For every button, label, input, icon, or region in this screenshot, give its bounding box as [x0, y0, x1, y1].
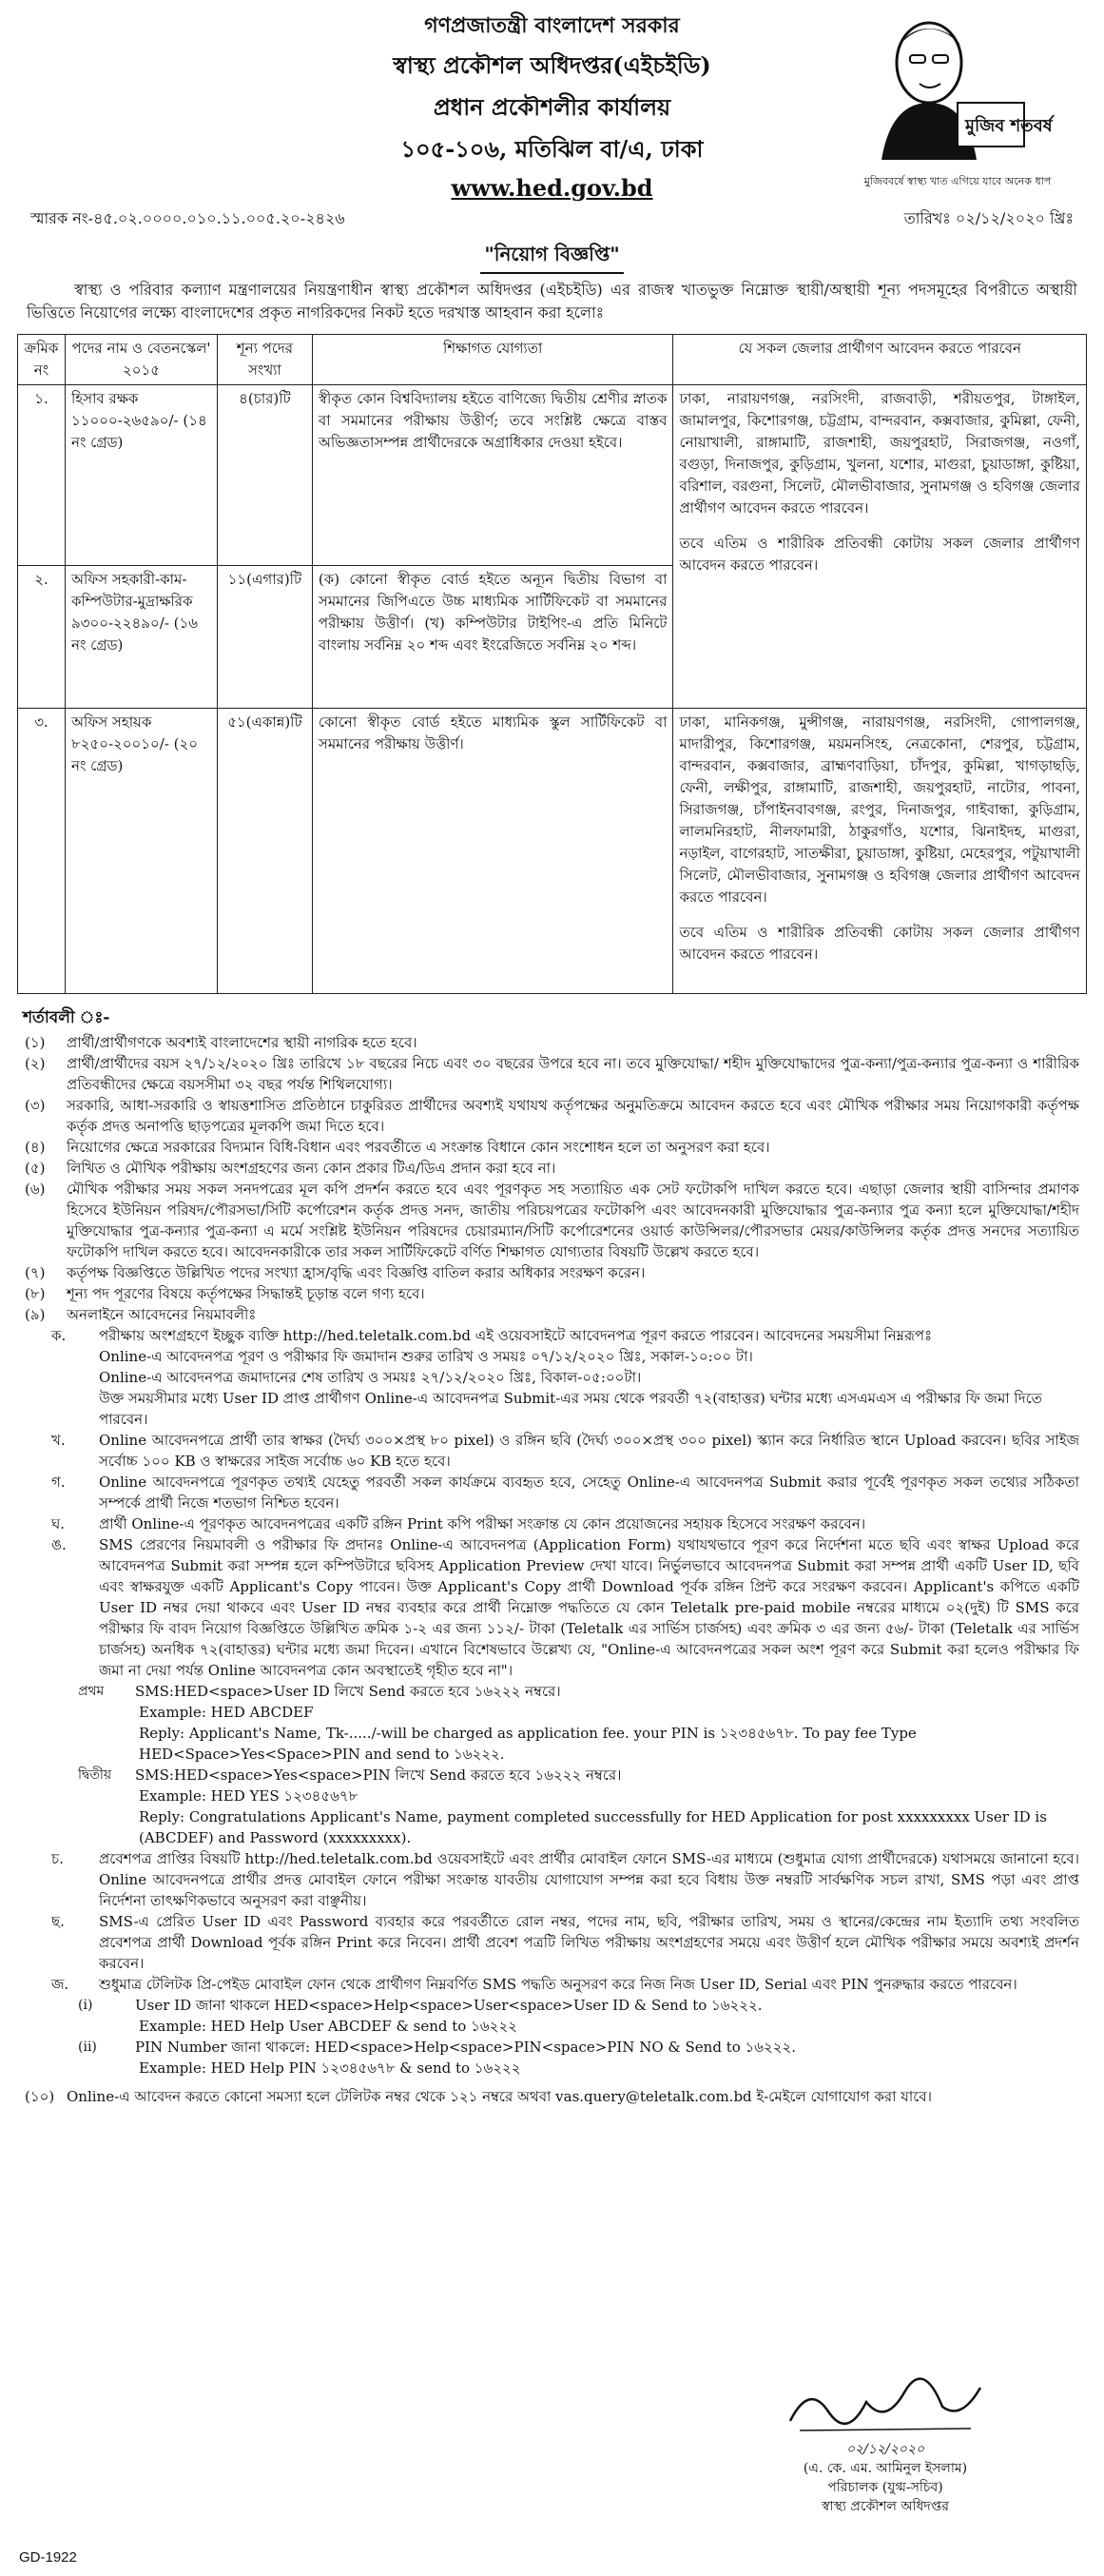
list-item: (৪) নিয়োগের ক্ষেত্রে সরকারের বিদ্যমান বিধি-বিধান এবং পরবর্তীতে এ সংক্রান্ত বিধানে কোন সংশোধন হলে তা অনুসরণ করা হবে। — [25, 1139, 770, 1156]
online-item-uma: ঙ. SMS প্রেরণের নিয়মাবলী ও পরীক্ষার ফি প্রদানঃ Online-এ আবেদনপত্র (Application Form) যথাযথভাবে পূরণ করে নির্দেশনা মতে ছবি এবং স্বাক্ষর Upload করে আবেদনপত্র Submit করা সম্পন্ন হলে কম্পিউটারে ছবিসহ Application Preview দেখা যাবে। নির্ভুলভাবে আবেদনপত্র Submit করা সম্পন্ন প্রার্থী একটি User ID, ছবি এবং স্বাক্ষরযুক্ত একটি Applicant's Copy পাবেন। উক্ত Applicant's Copy প্রার্থী Download পূর্বক রঙ্গিন প্রিন্ট করে সংরক্ষণ করবেন। Applicant's কপিতে একটি User ID নম্বর দেয়া থাকবে এবং User ID নম্বর ব্যবহার করে প্রার্থী নিম্নোক্ত পদ্ধতিতে যে কোন Teletalk pre-paid mobile নম্বরের মাধ্যমে ০২(দুই) টি SMS করে পরীক্ষার ফি বাবদ নিয়োগ বিজ্ঞপ্তিতে উল্লিখিত ক্রমিক ১-২ এর জন্য ১১২/- টাকা (Teletalk এর সার্ভিস চার্জসহ) এবং ক্রমিক ৩ এর জন্য ৫৬/- টাকা (Teletalk এর সার্ভিস চার্জসহ) অনধিক ৭২(বাহাত্তর) ঘন্টার মধ্যে জমা দিবেন। এখানে বিশেষভাবে উল্লেখ্য যে, "Online-এ আবেদনপত্রের সকল অংশ পূরণ করে Submit করা হলেও পরীক্ষার ফি জমা না দেয়া পর্যন্ত Online আবেদনপত্র কোন অবস্থাতেই গৃহীত হবে না"। — [51, 1536, 1079, 1679]
list-item: (৬) মৌখিক পরীক্ষার সময় সকল সনদপত্রের মূল কপি প্রদর্শন করতে হবে এবং পূরণকৃত সহ সত্যায়িত এক সেট ফটোকপি দাখিল করতে হবে। এছাড়া জেলার স্থায়ী বাসিন্দার প্রমাণক হিসেবে ইউনিয়ন পরিষদ/পৌরসভা/সিটি কর্পোরেশন কর্তৃক প্রদত্ত সনদ, জাতীয় পরিচয়পত্রের ফটোকপি এবং আবেদনকারী মুক্তিযোদ্ধার পুত্র-কন্যার পুত্র কন্যা হলে মুক্তিযোদ্ধা/শহীদ মুক্তিযোদ্ধার পুত্র-কন্যার পুত্র-কন্যা এ মর্মে সংশ্লিষ্ট ইউনিয়ন পরিষদের চেয়ারম্যান/সিটি কর্পোরেশনের ওয়ার্ড কাউন্সিলর/পৌরসভার মেয়র/কাউন্সিলর কর্তৃক প্রদত্ত সনদের সত্যায়িত ফটোকপি দাখিল করতে হবে। আবেদনকারীকে তার সকল সার্টিফিকেটে বর্ণিত শিক্ষাগত যোগ্যতার বিষয়টি উল্লেখ করতে হবে। — [25, 1181, 1079, 1260]
sms-second-example: Example: HED YES ১২৩৪৫৬৭৮ — [139, 1787, 358, 1805]
districts-note: তবে এতিম ও শারীরিক প্রতিবন্ধী কোটায় সকল জেলার প্রার্থীগণ আবেদন করতে পারবেন। — [679, 535, 1080, 574]
logo-text: মুজিব শতবর্ষ — [965, 116, 1053, 136]
list-item: (১০) Online-এ আবেদন করতে কোনো সমস্যা হলে টেলিটক নম্বর থেকে ১২১ নম্বরে অথবা vas.query@teletalk.com.bd ই-মেইলে যোগাযোগ করা যাবে। — [25, 2088, 932, 2105]
sms-first-reply: Reply: Applicant's Name, Tk-...../-will be charged as application fee. your PIN is ১২৩৪৫৬৭৮. To pay fee Type HED<Space>Yes<Space>PIN and send to ১৬২২২. — [139, 1725, 917, 1763]
sms-first: প্রথম SMS:HED<space>User ID লিখে Send করতে হবে ১৬২২২ নম্বরে। — [78, 1683, 561, 1700]
table-header-row — [18, 335, 1087, 385]
vacancy-table — [17, 334, 1087, 994]
online-item-kha: খ. Online আবেদনপত্রে প্রার্থী তার স্বাক্ষর (দৈর্ঘ্য ৩০০×প্রস্থ ৮০ pixel) ও রঙ্গিন ছবি (দৈর্ঘ্য ৩০০×প্রস্থ ৩০০ pixel) স্ক্যান করে নির্ধারিত স্থানে Upload করবেন। ছবির সাইজ সর্বোচ্চ ১০০ KB ও স্বাক্ষরের সাইজ সর্বোচ্চ ৬০ KB হতে হবে। — [51, 1432, 1079, 1470]
signature-block — [743, 2373, 1028, 2516]
col-districts: যে সকল জেলার প্রার্থীগণ আবেদন করতে পারবেন — [673, 335, 1087, 385]
col-post: পদের নাম ও বেতনস্কেল' ২০১৫ — [65, 335, 217, 385]
districts-note: তবে এতিম ও শারীরিক প্রতিবন্ধী কোটায় সকল জেলার প্রার্থীগণ আবেদন করতে পারবেন। — [679, 924, 1080, 963]
signatory-office: স্বাস্থ্য প্রকৌশল অধিদপ্তর — [822, 2499, 949, 2514]
list-item: (১) প্রার্থী/প্রার্থীগণকে অবশ্যই বাংলাদেশের স্থায়ী নাগরিক হতে হবে। — [25, 1034, 417, 1051]
mujib-portrait-icon — [853, 8, 1062, 160]
reference-line — [17, 205, 1087, 233]
recovery-pin: (ii) PIN Number জানা থাকলে: HED<space>Help<space>PIN<space>PIN NO & Send to ১৬২২২. — [78, 2039, 797, 2056]
row-qualification: কোনো স্বীকৃত বোর্ড হইতে মাধ্যমিক স্কুল সার্টিফিকেট বা সমমানের পরীক্ষায় উত্তীর্ণ। — [312, 709, 673, 994]
letterhead — [17, 0, 1087, 205]
online-item-ja: জ. শুধুমাত্র টেলিটক প্রি-পেইড মোবাইল ফোন থেকে প্রার্থীগণ নিম্নবর্ণিত SMS পদ্ধতি অনুসরণ করে নিজ নিজ User ID, Serial এবং PIN পুনরুদ্ধার করতে পারবেন। — [51, 1976, 1017, 1993]
list-item: (৭) কর্তৃপক্ষ বিজ্ঞপ্তিতে উল্লিখিত পদের সংখ্যা হ্রাস/বৃদ্ধি এবং বিজ্ঞপ্তি বাতিল করার অধিকার সংরক্ষণ করেন। — [25, 1264, 646, 1281]
online-item-gha: ঘ. প্রার্থী Online-এ পূরণকৃত আবেদনপত্রের একটি রঙ্গিন Print কপি পরীক্ষা সংক্রান্ত যে কোন প্রয়োজনের সহায়ক হিসেবে সংরক্ষণ করবেন। — [51, 1515, 866, 1532]
intro-paragraph: স্বাস্থ্য ও পরিবার কল্যাণ মন্ত্রণালয়ের নিয়ন্ত্রণাধীন স্বাস্থ্য প্রকৌশল অধিদপ্তর (এইচইডি) এর রাজস্ব খাতভুক্ত নিম্নোক্ত স্থায়ী/অস্থায়ী শূন্য পদসমূহের বিপরীতে অস্থায়ী ভিত্তিতে নিয়োগের লক্ষ্যে বাংলাদেশের প্রকৃত নাগরিকদের নিকট হতে দরখাস্ত আহবান করা হলোঃ — [27, 281, 1077, 322]
signature-date: ০২/১২/২০২০ — [845, 2442, 925, 2457]
col-qualification: শিক্ষাগত যোগ্যতা — [312, 335, 673, 385]
row-vacancy: ১১(এগার)টি — [217, 566, 312, 709]
row-districts — [673, 709, 1087, 994]
districts-list: ঢাকা, মানিকগঞ্জ, মুন্সীগঞ্জ, নারায়ণগঞ্জ, নরসিংদী, গোপালগঞ্জ, মাদারীপুর, কিশোরগঞ্জ, ময়মনসিংহ, নেত্রকোনা, শেরপুর, চট্টগ্রাম, বান্দরবান, কক্সবাজার, ব্রাহ্মণবাড়িয়া, চাঁদপুর, কুমিল্লা, খাগড়াছড়ি, ফেনী, লক্ষীপুর, রাঙ্গামাটি, রাজশাহী, জয়পুরহাট, নাটোর, পাবনা, সিরাজগঞ্জ, চাঁপাইনবাবগঞ্জ, রংপুর, দিনাজপুর, গাইবান্ধা, কুড়িগ্রাম, লালমনিরহাট, নীলফামারী, ঠাকুরগাঁও, যশোর, ঝিনাইদহ, মাগুরা, নড়াইল, বাগেরহাট, সাতক্ষীরা, চুয়াডাঙ্গা, কুষ্টিয়া, মেহেরপুর, পটুয়াখালী সিলেট, মৌলভীবাজার, সুনামগঞ্জ ও হবিগঞ্জ জেলার প্রার্থীগণ আবেদন করতে পারবেন। — [679, 713, 1080, 906]
col-serial: ক্রমিক নং — [18, 335, 66, 385]
row-post: অফিস সহায়ক ৮২৫০-২০০১০/- (২০ নং গ্রেড) — [65, 709, 217, 994]
col-vacancy: শূন্য পদের সংখ্যা — [217, 335, 312, 385]
row-serial: ২. — [18, 566, 66, 709]
row-serial: ১. — [18, 385, 66, 566]
terms-heading: শর্তাবলী ঃ- — [23, 1008, 110, 1027]
terms-list — [17, 1032, 1087, 2107]
list-item: (২) প্রার্থী/প্রার্থীদের বয়স ২৭/১২/২০২০ খ্রিঃ তারিখে ১৮ বছরের নিচে এবং ৩০ বছরের উপরে হবে না। তবে মুক্তিযোদ্ধা/ শহীদ মুক্তিযোদ্ধাদের পুত্র-কন্যা/পুত্র-কন্যার পুত্র-কন্যা ও শারীরিক প্রতিবন্ধীদের ক্ষেত্রে বয়সসীমা ৩২ বছর পর্যন্ত শিথিলযোগ্য। — [25, 1055, 1079, 1093]
sms-second-reply: Reply: Congratulations Applicant's Name, payment completed successfully for HED Application for post xxxxxxxxx User ID is (ABCDEF) and Password (xxxxxxxxx). — [139, 1808, 1047, 1846]
list-item: (৫) লিখিত ও মৌখিক পরীক্ষায় অংশগ্রহণের জন্য কোন প্রকার টিএ/ডিএ প্রদান করা হবে না। — [25, 1160, 556, 1177]
signatory-name: (এ. কে. এম. আমিনুল ইসলাম) — [803, 2461, 968, 2476]
row-post: হিসাব রক্ষক ১১০০০-২৬৫৯০/- (১৪ নং গ্রেড) — [65, 385, 217, 566]
sms-first-example: Example: HED ABCDEF — [139, 1704, 314, 1721]
online-item-chha: ছ. SMS-এ প্রেরিত User ID এবং Password ব্যবহার করে পরবর্তীতে রোল নম্বর, পদের নাম, ছবি, পরীক্ষার তারিখ, সময় ও স্থানের/কেন্দ্রের নাম ইত্যাদি তথ্য সংবলিত প্রবেশপত্র প্রার্থী Download পূর্বক রঙ্গিন Print করে নিবেন। প্রার্থী প্রবেশ পত্রটি লিখিত পরীক্ষায় অংশগ্রহণের সময়ে এবং উত্তীর্ণ হলে মৌখিক পরীক্ষার সময়ে অবশ্যই প্রদর্শন করবেন। — [51, 1913, 1079, 1972]
row-vacancy: ৫১(একান্ন)টি — [217, 709, 312, 994]
row-districts — [673, 385, 1087, 709]
online-item-ka: ক. পরীক্ষায় অংশগ্রহণে ইচ্ছুক ব্যক্তি http://hed.teletalk.com.bd এই ওয়েবসাইটে আবেদনপত্র পূরণ করতে পারবেন। আবেদনের সময়সীমা নিম্নরূপঃ — [51, 1327, 933, 1344]
row-serial: ৩. — [18, 709, 66, 994]
list-item: (৯) অনলাইনে আবেদনের নিয়মাবলীঃ — [25, 1306, 257, 1323]
online-item-ga: গ. Online আবেদনপত্রে পূরণকৃত তথ্যই যেহেতু পরবর্তী সকল কার্যক্রমে ব্যবহৃত হবে, সেহেতু Online-এ আবেদনপত্র Submit করার পূর্বেই পূরণকৃত সকল তথ্যের সঠিকতা সম্পর্কে প্রার্থী নিজে শতভাগ নিশ্চিত হবেন। — [51, 1473, 1079, 1512]
office-title: প্রধান প্রকৌশলীর কার্যালয় — [433, 93, 671, 121]
signatory-designation: পরিচালক (যুগ্ম-সচিব) — [827, 2480, 943, 2495]
districts-list: ঢাকা, নারায়ণগঞ্জ, নরসিংদী, রাজবাড়ী, শরীয়তপুর, টাঙ্গাইল, জামালপুর, কিশোরগঞ্জ, চট্টগ্রাম, বান্দরবান, কক্সবাজার, কুমিল্লা, ফেনী, নোয়াখালী, রাঙ্গামাটি, রাজশাহী, জয়পুরহাট, সিরাজগঞ্জ, নওগাঁ, বগুড়া, দিনাজপুর, কুড়িগ্রাম, খুলনা, যশোর, মাগুরা, চুয়াডাঙ্গা, কুষ্টিয়া, বরিশাল, বরগুনা, সিলেট, মৌলভীবাজার, সুনামগঞ্জ ও হবিগঞ্জ জেলার প্রার্থীগণ আবেদন করতে পারবেন। — [679, 390, 1080, 517]
list-item: (৩) সরকারি, আধা-সরকারি ও স্বায়ত্তশাসিত প্রতিষ্ঠানে চাকুরিরত প্রার্থীদের অবশ্যই যথাযথ কর্তৃপক্ষের অনুমতিক্রমে আবেদন করতে হবে এবং মৌখিক পরীক্ষার সময় নিয়োগকারী কর্তৃপক্ষ কর্তৃক প্রদত্ত অনাপত্তি ছাড়পত্রের মূলকপি জমা দিতে হবে। — [25, 1097, 1079, 1135]
online-start-date: Online-এ আবেদনপত্র পূরণ ও পরীক্ষার ফি জমাদান শুরুর তারিখ ও সময়ঃ ০৭/১২/২০২০ খ্রিঃ, সকাল-১০:০০ টা। — [99, 1348, 753, 1365]
govt-title: গণপ্রজাতন্ত্রী বাংলাদেশ সরকার — [424, 13, 680, 38]
recovery-user-id-example: Example: HED Help User ABCDEF & send to ১৬২২২ — [139, 2018, 517, 2035]
recovery-user-id: (i) User ID জানা থাকলে HED<space>Help<space>User<space>User ID & Send to ১৬২২২. — [78, 1997, 763, 2014]
recovery-pin-example: Example: HED Help PIN ১২৩৪৫৬৭৮ & send to ১৬২২২ — [139, 2059, 521, 2077]
sms-second: দ্বিতীয় SMS:HED<space>Yes<space>PIN লিখে Send করতে হবে ১৬২২২ নম্বরে। — [78, 1766, 622, 1784]
notice-title: "নিয়োগ বিজ্ঞপ্তি" — [480, 241, 623, 274]
row-vacancy: ৪(চার)টি — [217, 385, 312, 566]
footer-code: GD-1922 — [19, 2549, 77, 2566]
online-end-date: Online-এ আবেদনপত্র জমাদানের শেষ তারিখ ও সময়ঃ ২৭/১২/২০২০ খ্রিঃ, বিকাল-০৫:০০টা। — [99, 1369, 642, 1386]
department-title: স্বাস্থ্য প্রকৌশল অধিদপ্তর(এইচইডি) — [393, 51, 711, 79]
memo-number: স্মারক নং-৪৫.০২.০০০০.০১০.১১.০০৫.২০-২৪২৬ — [30, 208, 345, 227]
office-address: ১০৫-১০৬, মতিঝিল বা/এ, ঢাকা — [400, 135, 704, 163]
signature-icon — [781, 2373, 990, 2440]
mujib-borsho-logo — [853, 8, 1062, 188]
logo-caption: মুজিববর্ষে স্বাস্থ্য খাত এগিয়ে যাবে অনেক ধাপ — [863, 175, 1052, 187]
list-item: (৮) শূন্য পদ পূরণের বিষয়ে কর্তৃপক্ষের সিদ্ধান্তই চূড়ান্ত বলে গণ্য হবে। — [25, 1285, 425, 1302]
online-item-cha: চ. প্রবেশপত্র প্রাপ্তির বিষয়টি http://hed.teletalk.com.bd ওয়েবসাইটে এবং প্রার্থীর মোবাইল ফোনে SMS-এর মাধ্যমে (শুধুমাত্র যোগ্য প্রার্থীদেরকে) যথাসময়ে জানানো হবে। Online আবেদনপত্রে প্রার্থীর প্রদত্ত মোবাইল ফোনে পরীক্ষা সংক্রান্ত যাবতীয় যোগাযোগ সম্পন্ন করা হবে বিধায় উক্ত নম্বরটি সার্বক্ষণিক সচল রাখা, SMS পড়া এবং প্রাপ্ত নির্দেশনা তাৎক্ষণিকভাবে অনুসরণ করা বাঞ্ছনীয়। — [51, 1850, 1079, 1909]
website-link[interactable]: www.hed.gov.bd — [451, 174, 653, 202]
row-post: অফিস সহকারী-কাম-কম্পিউটার-মুদ্রাক্ষরিক ৯৩০০-২২৪৯০/- (১৬ নং গ্রেড) — [65, 566, 217, 709]
row-qualification: (ক) কোনো স্বীকৃত বোর্ড হইতে অন্যূন দ্বিতীয় বিভাগ বা সমমানের জিপিএতে উচ্চ মাধ্যমিক সার্টিফিকেট বা সমমানের পরীক্ষায় উত্তীর্ণ। (খ) কম্পিউটার টাইপিং-এ প্রতি মিনিটে বাংলায় সর্বনিম্ন ২০ শব্দ এবং ইংরেজিতে সর্বনিম্ন ২০ শব্দ। — [312, 566, 673, 709]
table-row — [18, 709, 1087, 994]
notice-date: তারিখঃ ০২/১২/২০২০ খ্রিঃ — [903, 208, 1074, 227]
online-fee-window: উক্ত সময়সীমার মধ্যে User ID প্রাপ্ত প্রার্থীগণ Online-এ আবেদনপত্র Submit-এর সময় থেকে পরবর্তী ৭২(বাহাত্তর) ঘন্টার মধ্যে এসএমএস এ পরীক্ষার ফি জমা দিতে পারবেন। — [99, 1390, 1042, 1428]
table-row — [18, 385, 1087, 566]
notice-title-wrap — [17, 241, 1087, 279]
row-qualification: স্বীকৃত কোন বিশ্ববিদ্যালয় হইতে বাণিজ্যে দ্বিতীয় শ্রেণীর স্নাতক বা সমমানের পরীক্ষায় উত্তীর্ণ; তবে সংশ্লিষ্ট ক্ষেত্রে বাস্তব অভিজ্ঞতাসম্পন্ন প্রার্থীদেরকে অগ্রাধিকার দেওয়া হইবে। — [312, 385, 673, 566]
